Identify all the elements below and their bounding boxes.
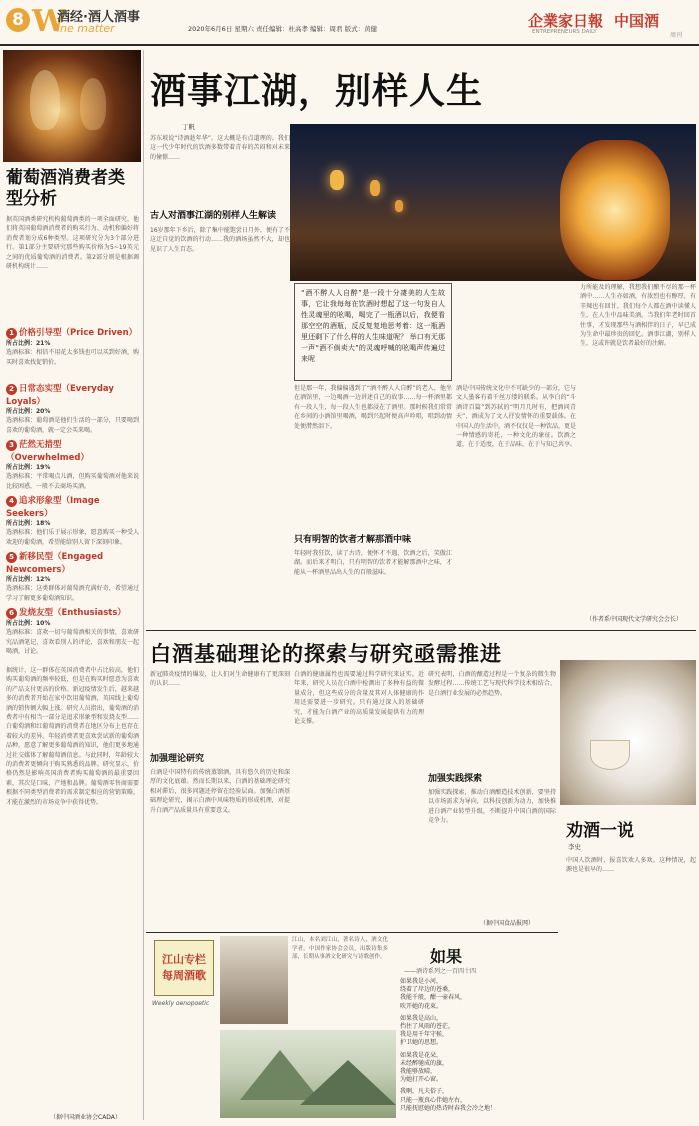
quanjiu-body: 中国人饮酒时，报喜饮欢人多欢。这种情况，起源也是很早的……	[566, 857, 696, 874]
poem-line: 未经醉驰成的旗，	[400, 1059, 449, 1067]
type-desc: 选酒标准：葡萄酒是他们生活的一部分，只要喝到喜欢的葡萄酒，就一定会买来喝。	[6, 417, 139, 434]
feature-body-col4: 力所能及的理解，我想我们酿不尽的那一杯酒中……人生亦如酒，有浓烈也有醇厚，有辛辣也有回甘。我们每个人都在酒中读懂人生，在人生中品味美酒。当我们年老时回首往事，才发现那些与酒相伴的日子，早已成为生命中最珍贵的回忆。酒事江湖，别样人生，这或许就是饮者最好的注解。	[580, 284, 696, 348]
poem-line: 我是用千年守候，	[400, 1031, 449, 1039]
type-list	[6, 326, 139, 662]
poem-line: 只能一瓶真心伴她左右，	[400, 1096, 467, 1104]
type-title: 新移民型（Engaged Newcomers）	[6, 552, 104, 575]
poem-line: 我啊，凡夫俗子，	[400, 1088, 449, 1096]
type-number: 3	[6, 440, 17, 451]
brand-en: ENTREPRENEURS DAILY	[532, 29, 597, 35]
page-header	[0, 0, 699, 44]
type-pct: 所占比例：19%	[6, 464, 51, 471]
author-portrait	[220, 936, 288, 1024]
poem-line: 绕着了岸边的苍桑，	[400, 986, 455, 994]
brand-logo-text: 企業家日報	[528, 12, 604, 30]
type-number: 4	[6, 496, 17, 507]
type-pct: 所占比例：21%	[6, 340, 51, 347]
type-number: 1	[6, 328, 17, 339]
left-article-title: 葡萄酒消费者类型分析	[6, 168, 125, 209]
poem-line: 只能抚慰她的热诗时春我会冷之地！	[400, 1104, 497, 1112]
type-title: 茫然无措型（Overwhelmed）	[6, 440, 90, 463]
poem-line: 护卫她的思想。	[400, 1039, 443, 1047]
glass-highlight	[30, 70, 60, 130]
left-source: （据中国酒业协会CADA）	[50, 1114, 121, 1121]
lantern-light	[330, 170, 344, 190]
weekly-badge-en: Weekly oenopoetic	[152, 1000, 210, 1007]
baijiu-body-3: 白酒的健康属性也需要通过科学研究来证实。近年来，研究人员在白酒中检测出了多种有益的微量成分，但这些成分的含量及其对人体健康的作用还需要进一步研究。只有通过深入的基础研究，才能为白酒产业的高质量发展提供有力的理论支撑。	[294, 671, 424, 726]
poem-line: 为她打开心窗。	[400, 1076, 443, 1084]
type-desc: 选酒标准：他们乐于展示形象，愿意购买一种受人欢迎的葡萄酒，希望能给别人留下深刻印象。	[6, 529, 139, 546]
weekly-badge	[154, 940, 214, 996]
poem-line: 我能够放晴，	[400, 1068, 437, 1076]
baijiu-subhead-1: 加强理论研究	[150, 754, 205, 764]
baijiu-body-1: 新冠肺炎疫情的爆发，让人们对生命健康有了更深刻的认识……	[150, 671, 290, 688]
type-pct: 所占比例：18%	[6, 520, 51, 527]
feature-body-col2: 但是那一年，我偏偏遇到了“酒不醉人人自醉”的老人，他坐在酒馆里，一边喝酒一边讲述自己的故事……每一杯酒里都有一段人生，每一段人生也都浸在了酒里。那时候我们常常在乡间的小酒馆里喝酒，喝到兴起时便高声吟唱，唱到动情处便潸然泪下。	[294, 385, 452, 430]
glass-highlight	[80, 78, 106, 130]
type-item	[6, 382, 139, 438]
left-article-intro: 据英国酒类研究机构葡萄酒类的一项全面研究，他们将英国葡萄酒消费者的购买行为、动机和偏好将消费者划分成6种类型。这项研究分为3个部分进行。第1部分主要研究那些购买价格为5~19英元之间的优质葡萄酒的消费者。第2部分则是根据调研机构统计……	[6, 216, 139, 271]
poem-line: 如果我是小河，	[400, 978, 443, 985]
weekly-badge-line1: 江山专栏	[162, 953, 206, 966]
feature-author-note: （作者系中国现代文学研究会会长）	[586, 616, 683, 623]
header-rule	[0, 44, 699, 46]
feature-subhead-2: 只有明智的饮者才解那酒中味	[294, 535, 412, 545]
feature-lead: 苏东坡说“诗酒趁年华”。这大概是有点道理的。我们这一代少年时代的饮酒多数带着青春的苦闷和对未来的憧憬……	[150, 135, 290, 161]
quanjiu-author: 李史	[568, 843, 581, 851]
wine-photo	[3, 50, 141, 162]
brand-sub: 中国酒	[614, 12, 660, 30]
quanjiu-title: 劝酒一说	[566, 821, 634, 841]
poem-title: 如果	[430, 947, 463, 966]
type-title: 价格引导型（Price Driven）	[19, 328, 138, 338]
baijiu-body-5: 加强实践探索，推动白酒酿造技术创新，要坚持以市场需求为导向，以科技创新为动力，加快推进白酒产业转型升级，不断提升中国白酒的国际竞争力。	[428, 789, 556, 825]
feature-body-col2b: 年轻时我狂饮，读了古诗，便怀才不遇，饮酒之后，笑傲江湖。而后来才明白，只有明智的饮者才能解那酒中之味，才能从一杯酒里品出人生的百般滋味。	[294, 550, 452, 576]
type-pct: 所占比例：10%	[6, 620, 51, 627]
author-bio: 江山，本名刘江山，著名诗人，酒文化学者。中国作家协会会员，出版诗集多部，长期从事酒文化研究与诗歌创作。	[292, 937, 388, 960]
mid-rule	[146, 630, 696, 631]
type-desc: 选酒标准：这类群体对葡萄酒充满好奇，希望通过学习了解更多葡萄酒知识。	[6, 585, 139, 602]
baijiu-headline: 白酒基础理论的探索与研究亟需推进	[150, 641, 502, 666]
type-title: 发烧友型（Enthusiasts）	[19, 608, 126, 618]
baijiu-body-2: 白酒是中国特有的传统蒸馏酒，具有悠久的历史和深厚的文化底蕴。然而长期以来，白酒的基础理论研究相对滞后，很多问题还停留在经验层面。加强白酒基础理论研究，揭示白酒中风味物质的形成机理，对提升白酒产品质量具有重要意义。	[150, 769, 290, 814]
type-item	[6, 438, 139, 494]
left-body-continued: 据统计，这一群体在英国消费者中占比较高，他们购买葡萄酒的频率较低，但是在购买时愿意为喜欢的产品支付更高的价格。新冠疫情发生后，越来越多的消费者开始在家中饮用葡萄酒，英国线上葡萄酒的销售额大幅上涨。研究人员指出，葡萄酒的消费者中有相当一部分是追求形象型和发烧友型……白葡萄酒和红葡萄酒的消费者在地区分布上也存在着较大的差异。年轻消费者更喜欢尝试新的葡萄酒品种，愿意了解更多葡萄酒的知识，他们更多地通过社交媒体了解葡萄酒信息。与此同时，年龄较大的消费者更倾向于购买熟悉的品牌。研究显示，价格仍然是影响英国消费者购买葡萄酒的最重要因素，其次是口味、产地和品牌。葡萄酒零售商需要根据不同类型消费者的需求制定相应的营销策略，才能在激烈的市场竞争中获得优势。	[6, 667, 139, 806]
baijiu-source: （据中国食品报网）	[480, 920, 535, 927]
section-title-cn: 酒经·酒人酒事	[57, 10, 140, 25]
poem-line: 如果我是花朵，	[400, 1051, 443, 1059]
type-title: 追求形象型（Image Seekers）	[6, 496, 100, 519]
feature-author: 丁帆	[182, 123, 195, 131]
poem-line: 我能千般，酣一壶春风，	[400, 994, 467, 1002]
type-title: 日常态实型（Everyday Loyals）	[6, 384, 114, 407]
pull-quote-box	[294, 283, 452, 381]
poem-subtitle: ——酒诗系列之一百四十四	[404, 968, 477, 975]
poem-line: 挡住了风雨的苍茫，	[400, 1023, 455, 1031]
feature-headline: 酒事江湖，别样人生	[150, 70, 484, 112]
type-item	[6, 494, 139, 550]
mountain-shape	[300, 1060, 396, 1105]
type-number: 6	[6, 608, 17, 619]
type-desc: 选酒标准：喜欢一切与葡萄酒相关的事情，喜欢研究品酒笔记，喜欢看别人的评论，喜欢和朋友一起喝酒，讨论。	[6, 629, 139, 656]
baijiu-body-4: 研究表明，白酒的酿造过程是一个复杂的微生物发酵过程……传统工艺与现代科学技术相结合，是白酒行业发展的必然趋势。	[428, 671, 556, 697]
baijiu-subhead-2: 加强实践探索	[428, 774, 483, 784]
toast-photo	[560, 660, 696, 805]
type-number: 5	[6, 552, 17, 563]
section-title-en: ine matter	[57, 22, 115, 35]
weekly-badge-line2: 每周酒歌	[162, 969, 206, 982]
feature-body-col3: 酒是中国传统文化中不可缺少的一部分，它与文人墨客有着千丝万缕的联系。从李白的“斗酒诗百篇”到苏轼的“明月几时有，把酒问青天”，酒成为了文人抒发情怀的重要载体。在中国人的生活中，酒不仅仅是一种饮品，更是一种情感的寄托，一种文化的象征。饮酒之道，在于适度，在于品味，在于与知己共享。	[456, 385, 576, 449]
feature-body: 16岁那年下乡后，除了集中能饱尝日月外，便有了不这迁自觉的饮酒的行动……我的酒场虽然不大，却也见识了人生百态。	[150, 227, 290, 253]
poem-line: 如果我是高山，	[400, 1014, 443, 1022]
date-line: 2020年6月6日 星期六 责任编辑：杜高孝 编辑：周君 版式：黄健	[188, 25, 378, 33]
lantern-big	[560, 140, 670, 280]
column-divider	[143, 50, 144, 1120]
type-item	[6, 606, 139, 662]
lantern-light	[395, 200, 403, 212]
feature-subhead-1: 古人对酒事江湖的别样人生解读	[150, 211, 277, 221]
type-number: 2	[6, 384, 17, 395]
page-number-badge: 8	[6, 8, 30, 32]
type-item	[6, 550, 139, 606]
lantern-light	[370, 180, 380, 196]
section-letter: W	[32, 4, 66, 39]
type-item	[6, 326, 139, 382]
type-pct: 所占比例：20%	[6, 408, 51, 415]
type-desc: 选酒标准：相信不用花太多钱也可以买到好酒，购买时喜欢找促销价。	[6, 349, 139, 366]
poem-line: 吹开她的花束。	[400, 1002, 443, 1010]
poem-body	[400, 978, 552, 1113]
pull-quote: “酒不醉人人自醉”是一段十分凄美的人生故事，它让我每每在饮酒时想起了这一句发自人性灵魂里的吆喝，喝完了一瓶酒以后，我便看那空空的酒瓶，反反复复地思考着：这一瓶酒里还剩下了什么样的人生味道呢？ 举口有无那一声“酒不倘卖大”的灵魂呼喊的吆喝声传遍过来呢	[301, 289, 445, 363]
brand-tag: 周刊	[670, 32, 683, 39]
type-pct: 所占比例：12%	[6, 576, 51, 583]
type-desc: 选酒标准：平常喝点儿酒，但购买葡萄酒对他来说比较困惑，一般不去商场买酒。	[6, 473, 139, 490]
cup-shape	[590, 740, 630, 770]
